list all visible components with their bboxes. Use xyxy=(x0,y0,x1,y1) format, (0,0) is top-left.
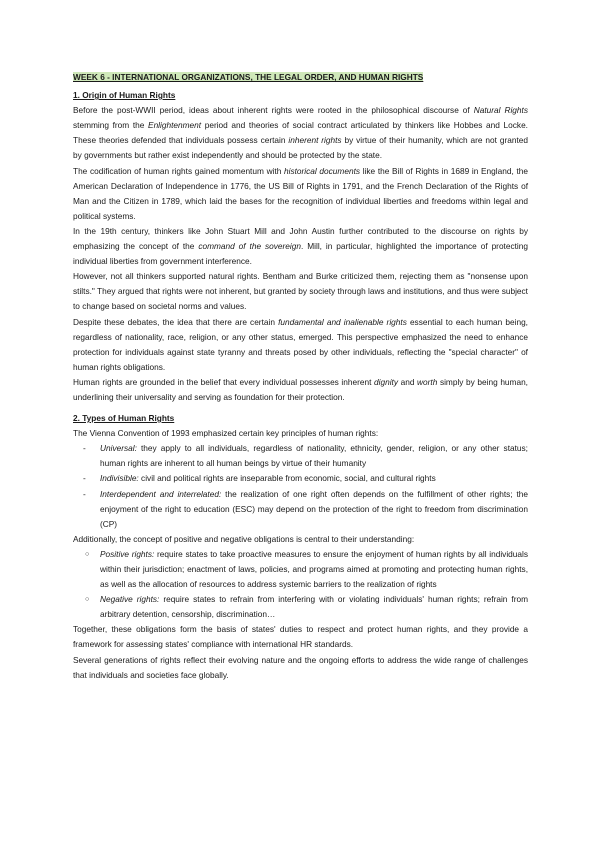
section-2-heading: 2. Types of Human Rights xyxy=(73,413,175,424)
dash-bullet: - xyxy=(83,473,86,484)
dash-bullet: - xyxy=(83,488,86,499)
circle-bullet: ○ xyxy=(85,550,90,558)
paragraph-natural-rights: Before the post-WWII period, ideas about inherent rights were rooted in the philosophical discourse of Natural Rights stemming from the Enlightenment period and theories of social contract articulated by thinkers like Hobbes and Locke. These theories defended that individuals possess certain inherent rights by virtue of their humanity, which are not granted by governments but rather exist independently and should be protected by the state. xyxy=(73,105,528,161)
document-title: WEEK 6 - INTERNATIONAL ORGANIZATIONS, THE LEGAL ORDER, AND HUMAN RIGHTS xyxy=(73,72,424,82)
section-1-heading: 1. Origin of Human Rights xyxy=(73,90,176,101)
paragraph-inalienable-rights: Despite these debates, the idea that there are certain fundamental and inalienable rights essential to each human being, regardless of nationality, race, religion, or any other status, emerged. This perspective emphasized the need to enhance protection for individuals against state tyranny and threats posed by other individuals, reflecting the "special character" of human rights obligations. xyxy=(73,316,528,372)
dash-bullet: - xyxy=(83,443,86,454)
list-item-interdependent: - Interdependent and interrelated: the realization of one right often depends on the fulfillment of other rights; the enjoyment of the right to education (ESC) may depend on the protection of the right to freedom from discrimination (CP) xyxy=(83,488,529,529)
title-line xyxy=(73,70,528,85)
paragraph-dignity: Human rights are grounded in the belief that every individual possesses inherent dignity and worth simply by being human, underlining their universality and serving as foundation for their protection. xyxy=(73,376,528,402)
obligations-list xyxy=(73,547,528,622)
list-item-indivisible: - Indivisible: civil and political rights are inseparable from economic, social, and cultural rights xyxy=(73,471,528,486)
paragraph-generations: Several generations of rights reflect their evolving nature and the ongoing efforts to address the wide range of challenges that individuals and societies face globally. xyxy=(73,654,528,680)
paragraph-19th-century: In the 19th century, thinkers like John Stuart Mill and John Austin further contributed to the discourse on rights by emphasizing the concept of the command of the sovereign. Mill, in particular, highlighted the importance of protecting individual liberties from government interference. xyxy=(73,225,529,267)
paragraph-obligations-intro: Additionally, the concept of positive and negative obligations is central to their understanding: xyxy=(73,533,415,544)
list-item-negative-rights: ○ Negative rights: require states to refrain from interfering with or violating individuals' human rights; refrain from arbitrary detention, censorship, discrimination… xyxy=(85,594,528,620)
paragraph-together: Together, these obligations form the basis of states' duties to respect and protect human rights, and they provide a framework for assessing states' compliance with international HR standards. xyxy=(73,624,528,650)
paragraph-vienna-intro: The Vienna Convention of 1993 emphasized certain key principles of human rights: xyxy=(73,428,379,439)
list-item-universal: - Universal: they apply to all individuals, regardless of nationality, ethnicity, gender, religion, or any other status; human rights are inherent to all human beings by virtue of their humanity xyxy=(83,443,528,469)
principles-list xyxy=(73,441,528,532)
list-item-positive-rights: ○ Positive rights: require states to take proactive measures to ensure the enjoyment of human rights by all individuals within their jurisdiction; enactment of laws, policies, and programs aimed at promoting and protecting human rights, as well as the allocation of resources to address systemic barriers to the realization of rights xyxy=(85,548,528,590)
paragraph-critics: However, not all thinkers supported natural rights. Bentham and Burke criticized them, rejecting them as "nonsense upon stilts." They argued that rights were not inherent, but granted by society through laws and institutions, and thus were subject to change based on societal norms and values. xyxy=(73,271,528,312)
circle-bullet: ○ xyxy=(85,596,90,604)
document-page xyxy=(73,70,528,683)
paragraph-codification: The codification of human rights gained momentum with historical documents like the Bill of Rights in 1689 in England, the American Declaration of Independence in 1776, the US Bill of Rights in 1791, and the French Declaration of the Rights of Man and the Citizen in 1789, which laid the bases for the recognition of individual liberties and freedoms within legal and political systems. xyxy=(73,165,528,221)
